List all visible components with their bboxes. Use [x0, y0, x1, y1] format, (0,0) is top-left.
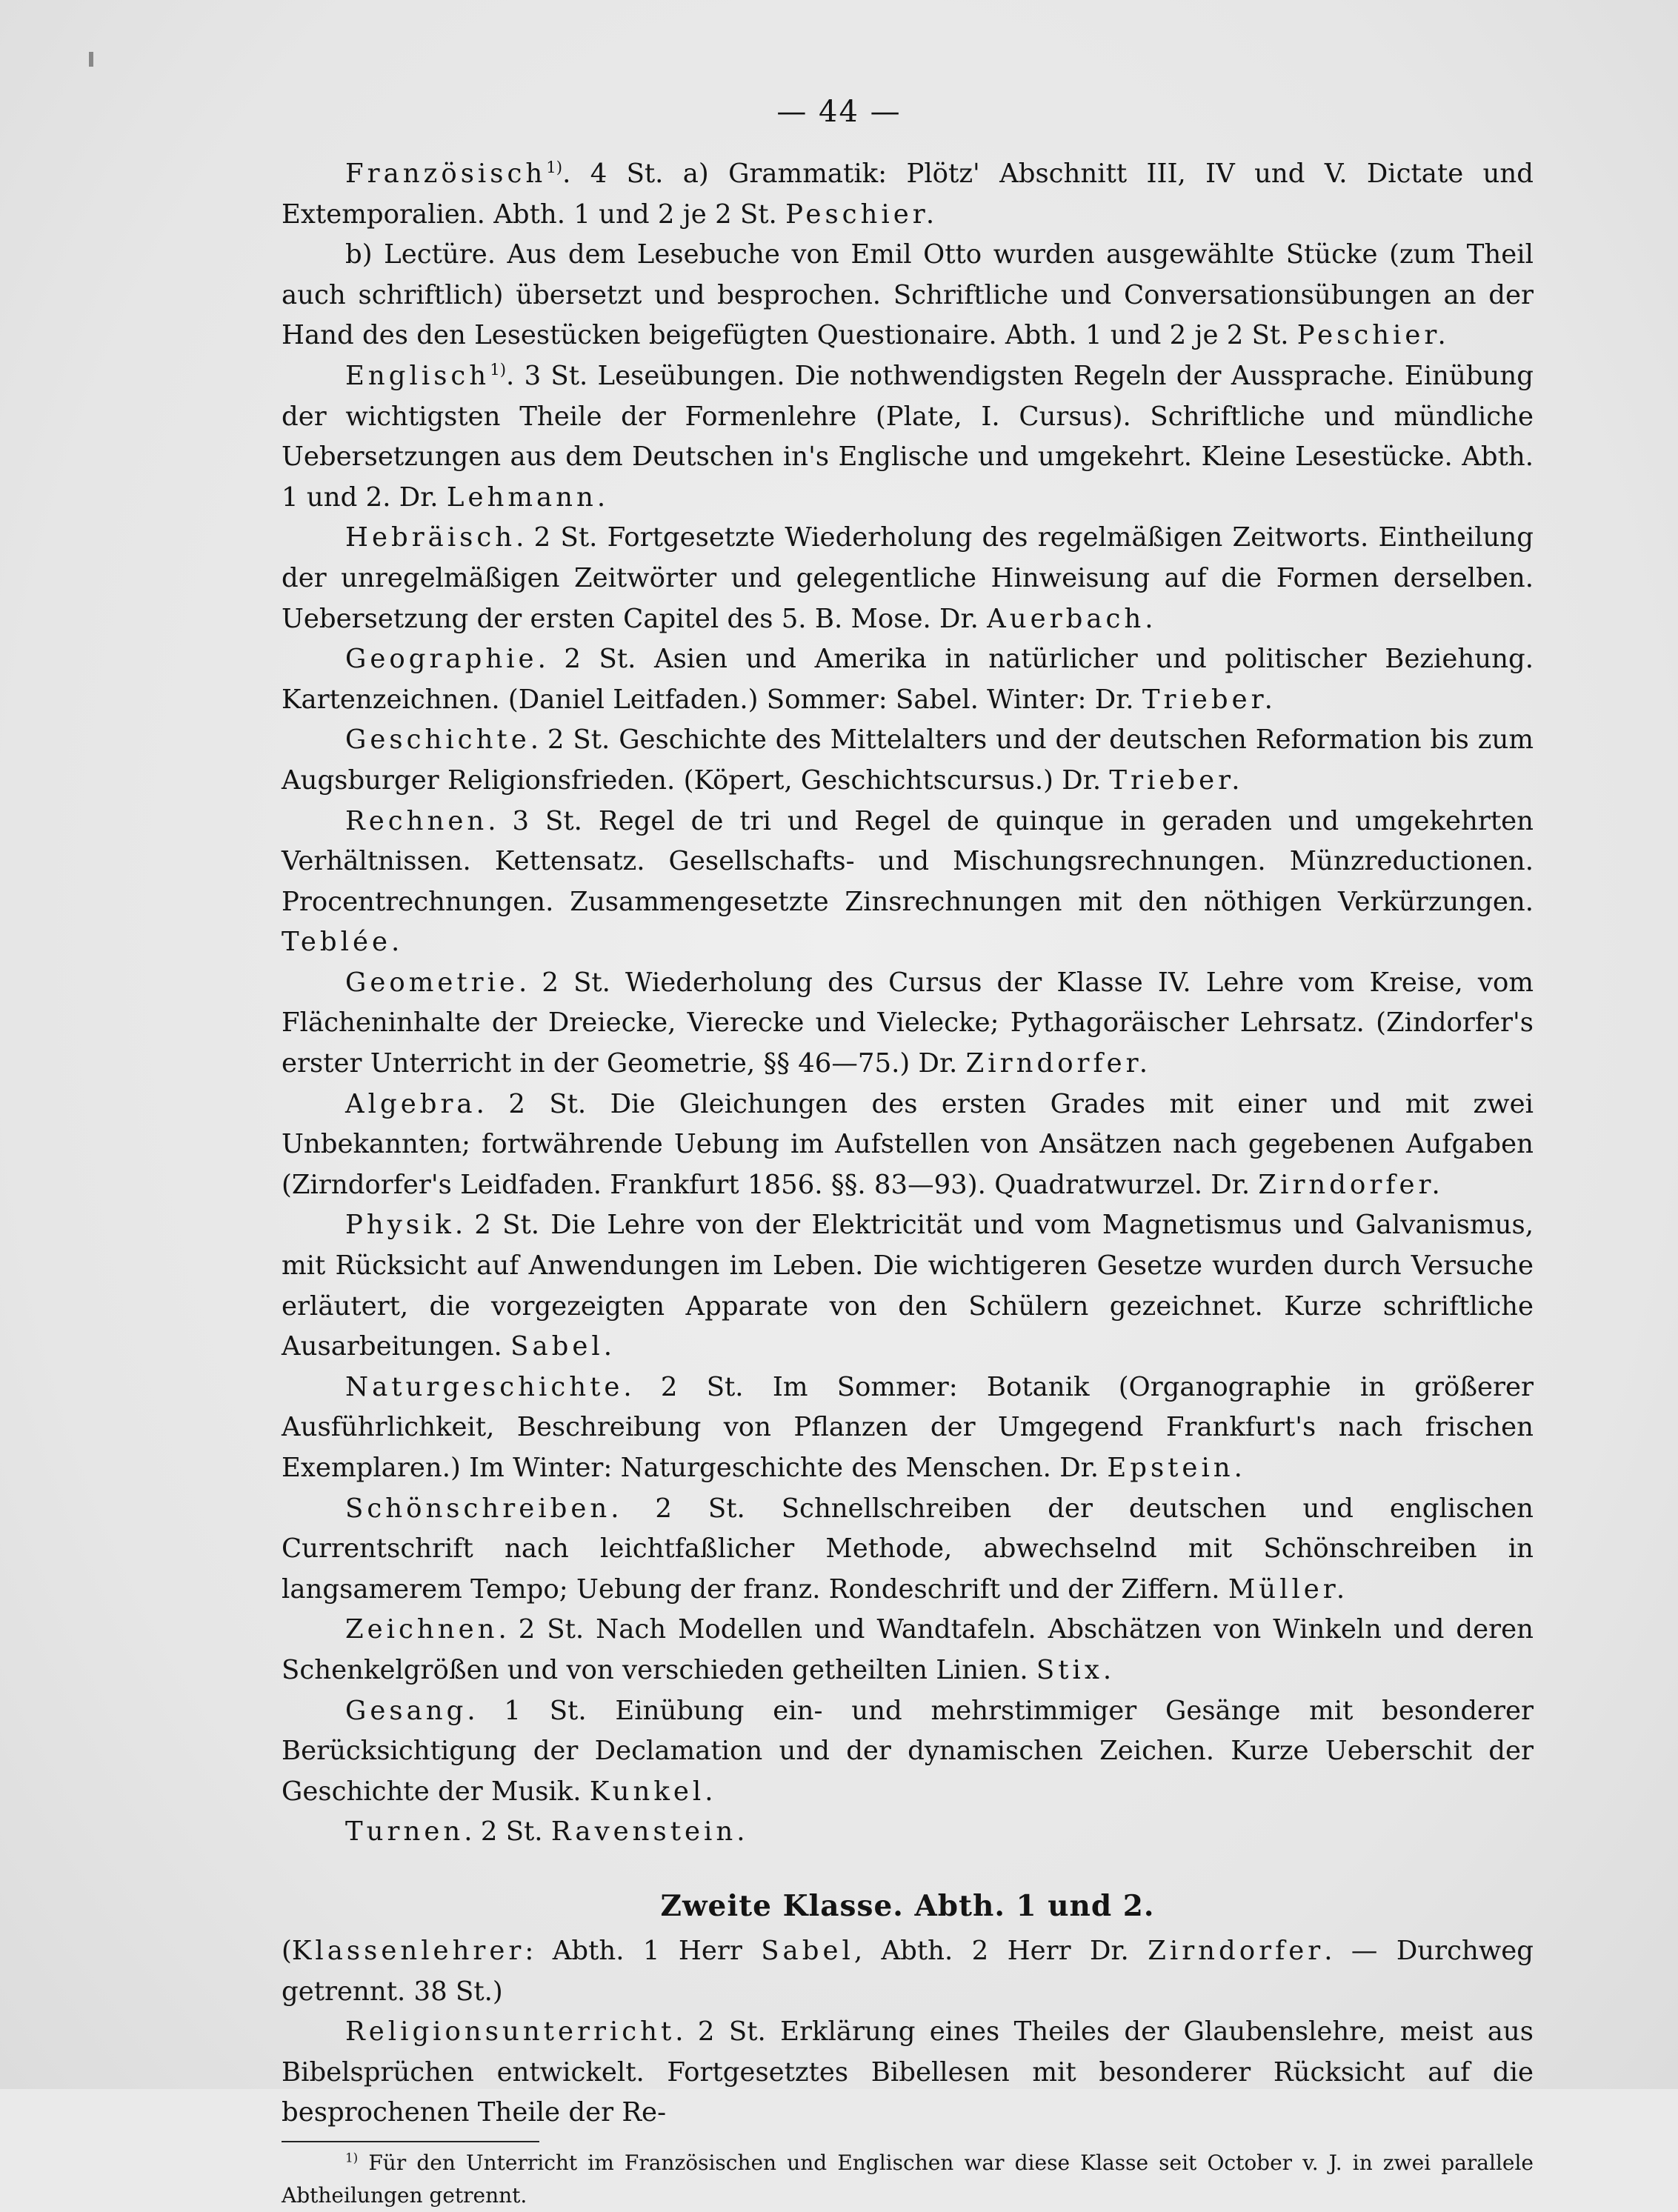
subject-paragraph	[282, 963, 1534, 1085]
subject-name: Hebräisch	[345, 522, 516, 553]
subject-description: . 2 St. Im Sommer: Botanik (Organographie in größerer Ausführlichkeit, Beschreibung von Pflanzen der Umgegend Frankfurt's nach frischen Exemplaren.) Im Winter: Naturgeschichte des Menschen. Dr.	[282, 1371, 1534, 1483]
teacher-name: Müller.	[1228, 1573, 1349, 1605]
subject-paragraph	[282, 639, 1534, 720]
subject-name: Englisch	[345, 360, 490, 391]
teacher-name: Zirndorfer.	[1258, 1169, 1444, 1200]
klassen-text-1: : Abth. 1 Herr	[525, 1935, 742, 1966]
subject-paragraph	[282, 235, 1534, 356]
subject-description: . 3 St. Leseübungen. Die nothwendigsten Regeln der Aussprache. Einübung der wichtigsten Theile der Formenlehre (Plate, I. Cursus). Schriftliche und mündliche Uebersetzungen aus dem Deutschen in's Englische und umgekehrt. Kleine Lesestücke. Abth. 1 und 2. Dr.	[282, 360, 1534, 513]
subject-paragraph	[282, 154, 1534, 235]
subject-paragraph	[282, 1085, 1534, 1206]
teacher-sabel: Sabel	[761, 1935, 854, 1966]
subject-name: Physik	[345, 1210, 455, 1241]
subject-paragraph	[282, 1367, 1534, 1489]
footnote	[282, 2147, 1534, 2212]
subject-name: Französisch	[345, 159, 547, 189]
teacher-name: Peschier.	[1296, 320, 1450, 351]
page-body	[282, 154, 1534, 2212]
teacher-name: Trieber.	[1109, 764, 1244, 796]
teacher-name: Epstein.	[1107, 1453, 1246, 1483]
subject-name: Naturgeschichte	[345, 1371, 624, 1402]
subject-paragraph	[282, 356, 1534, 518]
subject-description: . 3 St. Regel de tri und Regel de quinque in geraden und umgekehrten Verhältnissen. Kettensatz. Gesellschafts- und Mischungsrechnungen. Münzreductionen. Procentrechnungen. Zusammengesetzte Zinsrechnungen mit den nöthigen Verkürzungen.	[282, 805, 1534, 917]
subject-list	[282, 154, 1534, 1853]
subject-description: . 1 St. Einübung ein- und mehrstimmiger Gesänge mit besonderer Berücksichtigung der Declamation und der dynamischen Zeichen. Kurze Ueberschit der Geschichte der Musik.	[282, 1695, 1534, 1807]
footnote-rule	[282, 2141, 539, 2142]
teacher-name: Teblée.	[282, 927, 404, 958]
footnote-ref: 1)	[490, 361, 507, 380]
subject-name: Turnen	[345, 1816, 465, 1848]
subject-paragraph	[282, 802, 1534, 963]
teacher-name: Auerbach.	[987, 603, 1157, 634]
subject-paragraph	[282, 1812, 1534, 1853]
subject-description: . 2 St.	[464, 1816, 543, 1848]
teacher-name: Ravenstein.	[550, 1816, 749, 1848]
klassen-open: (	[282, 1935, 292, 1966]
teacher-name: Zirndorfer.	[965, 1048, 1152, 1079]
subject-name: Geschichte	[345, 724, 530, 756]
subject-name: Geographie	[345, 644, 538, 675]
klassenlehrer-label: Klassenlehrer	[291, 1935, 525, 1966]
religion-text: . 2 St. Erklärung eines Theiles der Glaubenslehre, meist aus Bibelsprüchen entwickelt. Fortgesetztes Bibellesen mit besonderer Rücksicht auf die besprochenen Theile der Re-	[282, 2016, 1534, 2128]
footnote-text: Für den Unterricht im Französischen und Englischen war diese Klasse seit October v. J. in zwei parallele Abtheilungen getrennt.	[282, 2150, 1534, 2208]
section-heading: Zweite Klasse. Abth. 1 und 2.	[660, 1888, 1155, 1923]
subject-name: Zeichnen	[345, 1614, 499, 1645]
subject-paragraph	[282, 1205, 1534, 1367]
subject-description: . 2 St. Schnellschreiben der deutschen und englischen Currentschrift nach leichtfaßlicher Methode, abwechselnd mit Schönschreiben in langsamerem Tempo; Uebung der franz. Rondeschrift und der Ziffern.	[282, 1493, 1534, 1605]
subject-paragraph	[282, 1489, 1534, 1610]
subject-paragraph	[282, 1691, 1534, 1813]
footnote-ref: 1)	[546, 159, 563, 178]
scan-mark	[89, 52, 93, 67]
teacher-name: Sabel.	[510, 1331, 616, 1362]
subject-description: . 4 St. a) Grammatik: Plötz' Abschnitt III, IV und V. Dictate und Extemporalien. Abth. 1 und 2 je 2 St.	[282, 159, 1534, 230]
subject-name: Rechnen	[345, 805, 488, 836]
subject-description: . 2 St. Wiederholung des Cursus der Klasse IV. Lehre vom Kreise, vom Flächeninhalte der Dreiecke, Vierecke und Vielecke; Pythagoräischer Lehrsatz. (Zindorfer's erster Unterricht in der Geometrie, §§ 46—75.) Dr.	[282, 967, 1534, 1079]
teacher-name: Stix.	[1036, 1654, 1116, 1685]
subject-paragraph	[282, 720, 1534, 801]
subject-description: . 2 St. Fortgesetzte Wiederholung des regelmäßigen Zeitworts. Eintheilung der unregelmäßigen Zeitwörter und gelegentliche Hinweisung auf die Formen derselben. Uebersetzung der ersten Capitel des 5. B. Mose. Dr.	[282, 522, 1534, 634]
religion-lead: Religionsunterricht	[345, 2016, 676, 2048]
subject-name: Gesang	[345, 1695, 467, 1726]
subject-paragraph	[282, 518, 1534, 639]
teacher-name: Trieber.	[1142, 684, 1276, 715]
subject-description: . 2 St. Die Lehre von der Elektricität und vom Magnetismus und Galvanismus, mit Rücksicht auf Anwendungen im Leben. Die wichtigeren Gesetze wurden durch Versuche erläutert, die vorgezeigten Apparate von den Schülern gezeichnet. Kurze schriftliche Ausarbeitungen.	[282, 1210, 1534, 1362]
subject-name: Geometrie	[345, 967, 519, 998]
subject-description: . 2 St. Asien und Amerika in natürlicher und politischer Beziehung. Kartenzeichnen. (Daniel Leitfaden.) Sommer: Sabel. Winter: Dr.	[282, 644, 1534, 715]
religion-paragraph	[282, 2012, 1534, 2133]
subject-name: Algebra	[345, 1088, 476, 1119]
subject-description: . 2 St. Die Gleichungen des ersten Grades mit einer und mit zwei Unbekannten; fortwährende Uebung im Aufstellen von Ansätzen nach gegebenen Aufgaben (Zirndorfer's Leidfaden. Frankfurt 1856. §§. 83—93). Quadratwurzel. Dr.	[282, 1088, 1534, 1200]
klassen-text-3: . — Durchweg getrennt. 38 St.)	[282, 1935, 1534, 2007]
page-number: — 44 —	[776, 95, 902, 129]
teacher-name: Lehmann.	[446, 482, 610, 513]
class-teachers-line	[282, 1931, 1534, 2012]
teacher-name: Kunkel.	[589, 1776, 717, 1807]
subject-description: . 2 St. Geschichte des Mittelalters und der deutschen Reformation bis zum Augsburger Religionsfrieden. (Köpert, Geschichtscursus.) Dr.	[282, 724, 1534, 796]
subject-description: b) Lectüre. Aus dem Lesebuche von Emil Otto wurden ausgewählte Stücke (zum Theil auch schriftlich) übersetzt und besprochen. Schriftliche und Conversationsübungen an der Hand des den Lesestücken beigefügten Questionaire. Abth. 1 und 2 je 2 St.	[282, 239, 1534, 351]
subject-description: . 2 St. Nach Modellen und Wandtafeln. Abschätzen von Winkeln und deren Schenkelgrößen und von verschieden getheilten Linien.	[282, 1614, 1534, 1685]
klassen-text-2: , Abth. 2 Herr Dr.	[853, 1935, 1129, 1966]
subject-paragraph	[282, 1610, 1534, 1690]
teacher-name: Peschier.	[785, 199, 939, 230]
footnote-mark: 1)	[345, 2150, 359, 2165]
subject-name: Schönschreiben	[345, 1493, 611, 1524]
teacher-zirndorfer: Zirndorfer	[1148, 1935, 1325, 1966]
